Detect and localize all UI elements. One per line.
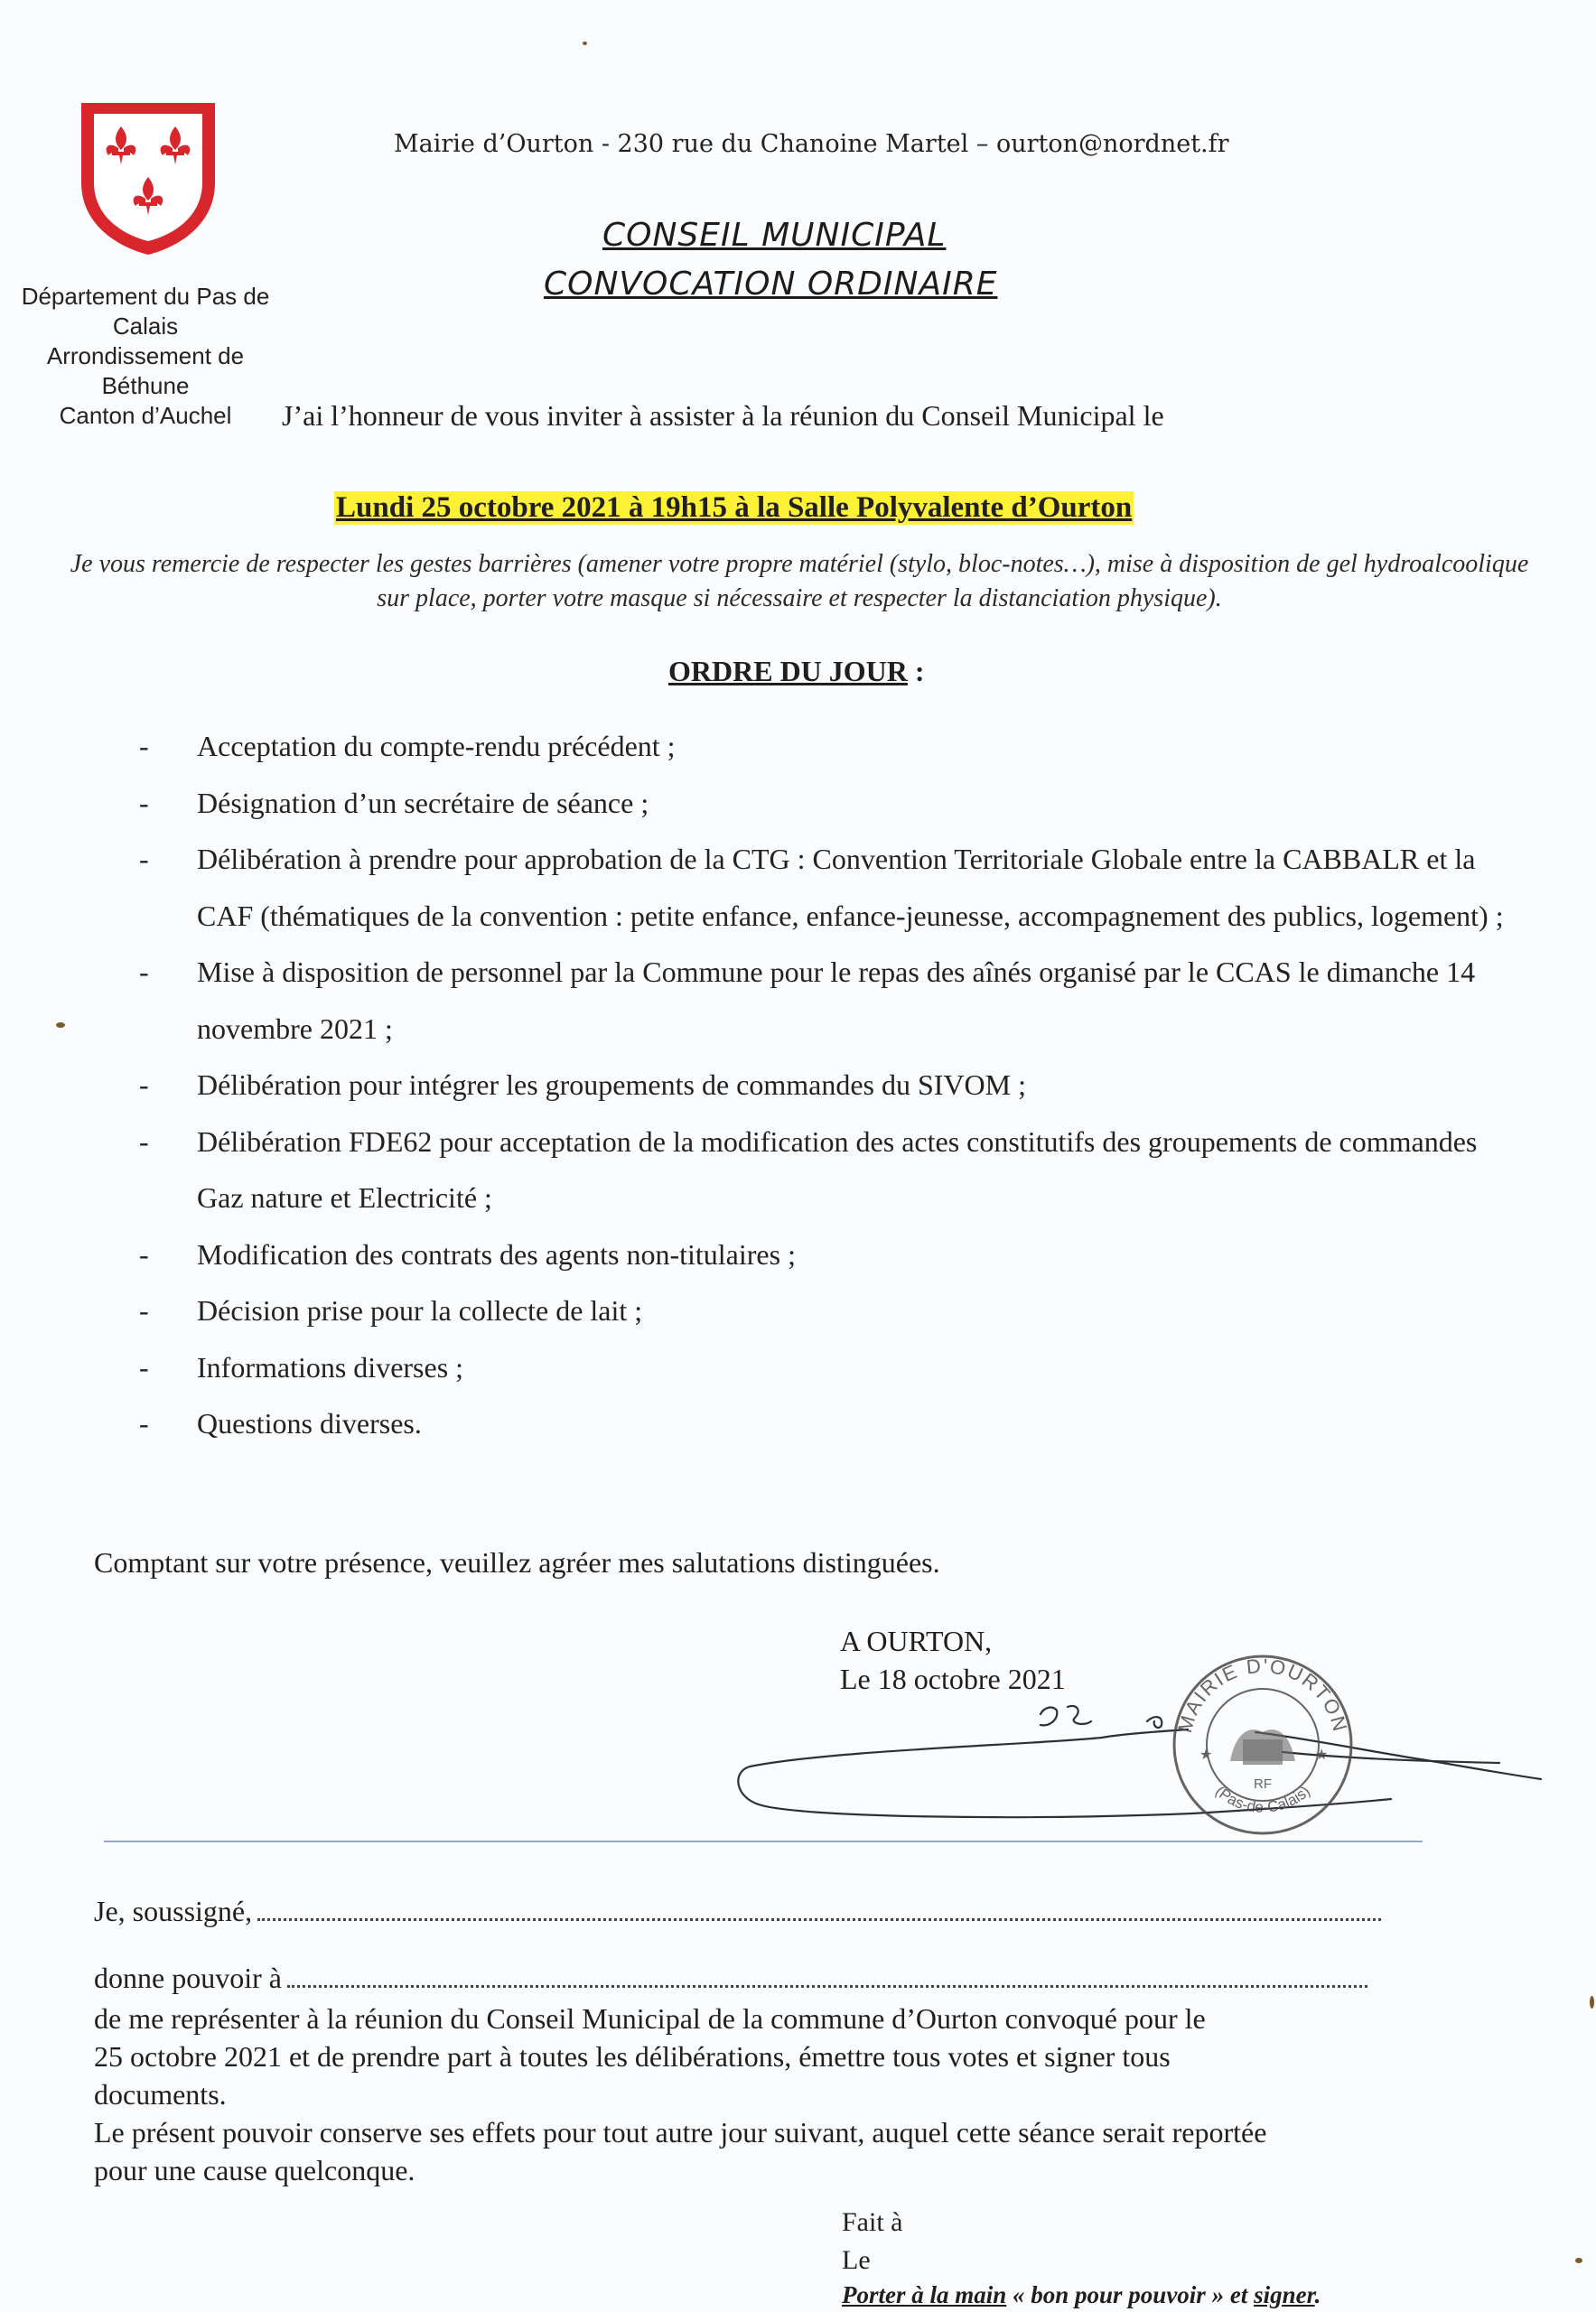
agenda-item	[135, 1057, 1517, 1114]
agenda-item	[135, 1226, 1517, 1283]
mairie-address: Mairie d’Ourton - 230 rue du Chanoine Martel – ourton@nordnet.fr	[394, 130, 1229, 158]
agenda-heading-colon: :	[907, 655, 925, 687]
proxy-text-line: de me représenter à la réunion du Conseil Municipal de la commune d’Ourton convoqué pour le	[94, 2002, 1206, 2035]
agenda-item	[135, 718, 1517, 775]
soussigne-blank	[257, 1898, 1381, 1921]
agenda-list	[135, 718, 1517, 1452]
bullet-dash: -	[139, 730, 149, 762]
agenda-item-text: Mise à disposition de personnel par la Commune pour le repas des aînés organisé par le CCAS le dimanche 14 novembre 2021 ;	[197, 956, 1476, 1045]
scan-speck	[583, 42, 587, 45]
agenda-item	[135, 1395, 1517, 1452]
stamp-middle-text: RF	[1254, 1776, 1272, 1792]
agenda-item-text: Modification des contrats des agents non-titulaires ;	[197, 1237, 796, 1271]
fait-a-block	[842, 2204, 903, 2279]
bullet-dash: -	[139, 1350, 149, 1384]
agenda-item	[135, 1114, 1517, 1226]
signature-date: Le 18 octobre 2021	[840, 1663, 1066, 1695]
official-stamp-icon	[1163, 1645, 1362, 1844]
agenda-item-text: Décision prise pour la collecte de lait ;	[197, 1294, 643, 1327]
agenda-item	[135, 831, 1517, 944]
instruction-part: signer	[1254, 2281, 1315, 2308]
signature-place: A OURTON,	[840, 1625, 993, 1657]
agenda-item-text: Informations diverses ;	[197, 1350, 464, 1384]
bullet-dash: -	[139, 1294, 149, 1327]
department-line: Département du Pas de Calais	[21, 283, 270, 340]
bullet-dash: -	[139, 1237, 149, 1271]
invitation-text: J’ai l’honneur de vous inviter à assister à la réunion du Conseil Municipal le	[282, 399, 1164, 432]
agenda-item	[135, 775, 1517, 832]
bullet-dash: -	[139, 956, 149, 988]
proxy-text	[94, 2000, 1539, 2189]
meeting-date-highlight: Lundi 25 octobre 2021 à 19h15 à la Salle Polyvalente d’Ourton	[336, 491, 1133, 524]
agenda-item-text: Délibération FDE62 pour acceptation de la modification des actes constitutifs des groupements de commandes Gaz nature et Electricité ;	[197, 1124, 1478, 1214]
soussigne-field	[94, 1895, 1381, 1928]
pouvoir-field	[94, 1962, 1367, 1995]
bullet-dash: -	[139, 1068, 149, 1101]
proxy-text-line: pour une cause quelconque.	[94, 2154, 415, 2186]
barrier-gestures-note: Je vous remercie de respecter les gestes barrières (amener votre propre matériel (stylo, bloc-notes…), mise à disposition de gel hydroalcoolique sur place, porter votre masque si nécessaire et respecter la distanciation physique).	[70, 550, 1529, 612]
bullet-dash: -	[139, 1407, 149, 1440]
instruction-part: Porter à la main	[842, 2281, 1007, 2308]
svg-text:MAIRIE D'OURTON	[1173, 1655, 1352, 1736]
agenda-heading	[668, 655, 925, 688]
coat-of-arms-icon	[76, 99, 220, 258]
arrondissement-line: Arrondissement de Béthune	[46, 342, 245, 399]
stamp-bottom-text: (Pas-de-Calais)	[1211, 1782, 1314, 1816]
instruction-part: .	[1314, 2281, 1321, 2308]
agenda-item	[135, 1282, 1517, 1339]
bullet-dash: -	[139, 843, 149, 875]
svg-text:★: ★	[1315, 1746, 1329, 1763]
agenda-item-text: Délibération pour intégrer les groupements de commandes du SIVOM ;	[197, 1068, 1026, 1101]
agenda-item-text: Désignation d’un secrétaire de séance ;	[197, 786, 649, 819]
canton-line: Canton d’Auchel	[59, 402, 232, 429]
form-separator	[104, 1841, 1423, 1842]
agenda-item-text: Délibération à prendre pour approbation de la CTG : Convention Territoriale Globale entre la CABBALR et la CAF (thématiques de la convention : petite enfance, enfance-jeunesse, accompagnement des publics, logement) ;	[197, 843, 1504, 932]
closing-salutation: Comptant sur votre présence, veuillez agréer mes salutations distinguées.	[94, 1546, 940, 1579]
proxy-text-line: documents.	[94, 2078, 227, 2111]
proxy-text-line: 25 octobre 2021 et de prendre part à toutes les délibérations, émettre tous votes et signer tous	[94, 2040, 1171, 2073]
agenda-item-text: Questions diverses.	[197, 1407, 422, 1440]
instruction-part: « bon pour pouvoir » et	[1006, 2281, 1255, 2308]
scan-speck	[1575, 2258, 1582, 2263]
scan-speck	[1590, 1996, 1594, 2009]
agenda-item-text: Acceptation du compte-rendu précédent ;	[197, 730, 676, 762]
svg-text:★: ★	[1199, 1746, 1213, 1763]
signature-instruction	[842, 2281, 1321, 2309]
agenda-item	[135, 1339, 1517, 1396]
agenda-item	[135, 944, 1517, 1057]
le-label: Le	[842, 2245, 871, 2275]
pouvoir-blank	[287, 1965, 1367, 1988]
handwritten-signature	[723, 1644, 1563, 1833]
pouvoir-label: donne pouvoir à	[94, 1962, 282, 1994]
stamp-top-text: MAIRIE D'OURTON	[1173, 1654, 1352, 1736]
scan-speck	[56, 1022, 65, 1028]
document-subtitle: CONVOCATION ORDINAIRE	[544, 266, 998, 303]
agenda-heading-text: ORDRE DU JOUR	[668, 655, 908, 687]
department-info	[0, 282, 291, 431]
document-title: CONSEIL MUNICIPAL	[602, 217, 947, 254]
soussigne-label: Je, soussigné,	[94, 1895, 253, 1927]
bullet-dash: -	[139, 1124, 149, 1158]
fait-label: Fait à	[842, 2207, 903, 2237]
bullet-dash: -	[139, 786, 149, 819]
proxy-text-line: Le présent pouvoir conserve ses effets pour tout autre jour suivant, auquel cette séance serait reportée	[94, 2116, 1267, 2149]
